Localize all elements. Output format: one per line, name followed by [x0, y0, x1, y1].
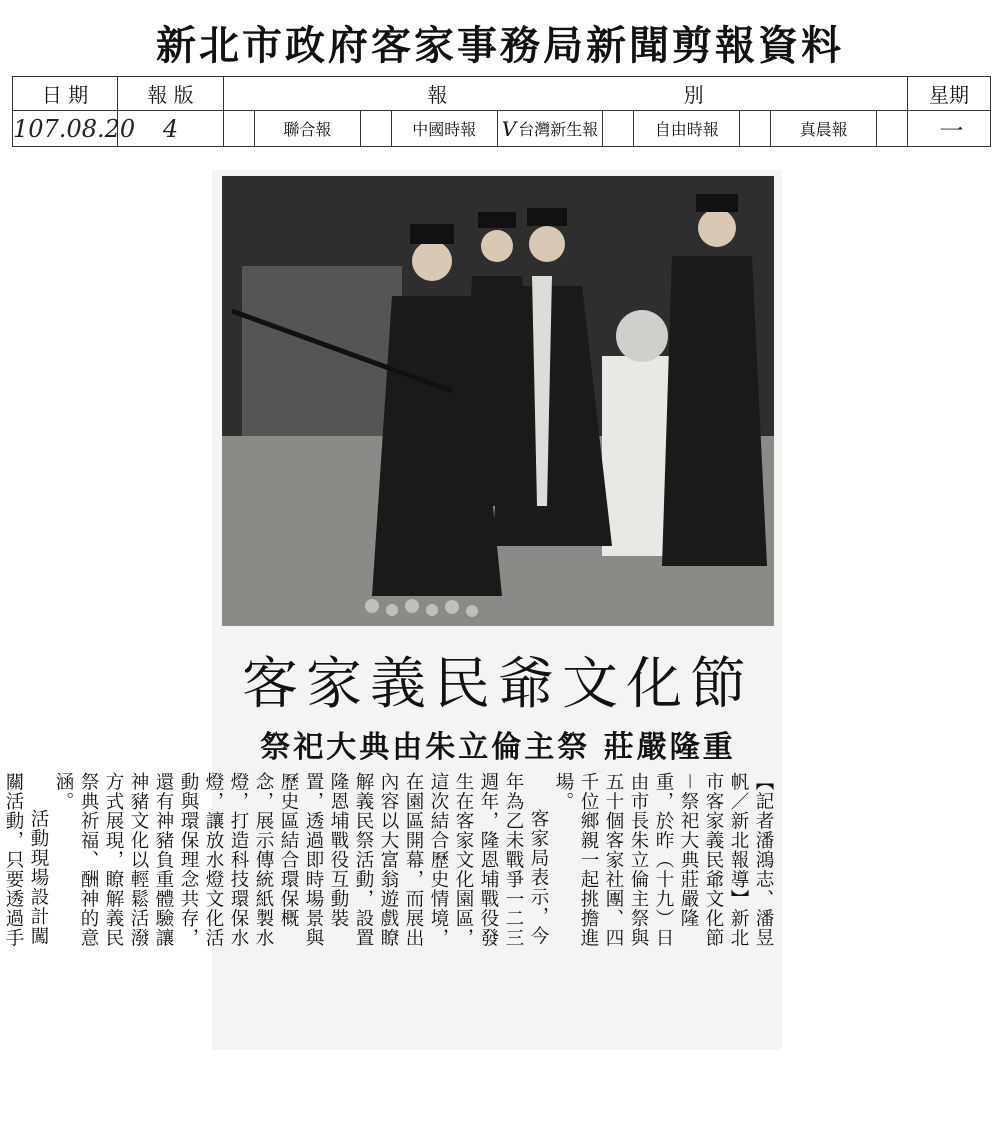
paper-zhenchen: 真晨報 [771, 111, 877, 146]
weekday-label: 星期 [908, 77, 991, 111]
paper-xinsheng [498, 111, 604, 146]
paper-ltn: 自由時報 [634, 111, 740, 146]
article-body [3, 772, 776, 962]
article-headline: 客家義民爺文化節 [242, 652, 754, 717]
paper-spacer [224, 111, 255, 146]
paper-spacer [361, 111, 392, 146]
paper-lianhe: 聯合報 [255, 111, 361, 146]
paper-xinsheng-label: 台灣新生報 [518, 120, 599, 139]
paper-list [224, 111, 908, 147]
weekday-value: 一 [908, 111, 991, 147]
paper-type-label [224, 77, 908, 111]
paper-spacer [877, 111, 907, 146]
paper-spacer [603, 111, 634, 146]
article-paragraph: 活動現場設計闖關活動，只要透過手 [3, 772, 49, 948]
ceremony-photo-illustration [222, 176, 774, 626]
paper-type-label-2: 別 [683, 83, 704, 107]
paper-spacer [740, 111, 771, 146]
edition-label: 報 版 [118, 77, 224, 111]
check-mark: V [501, 116, 517, 141]
date-value: 107.08.20 [13, 111, 118, 147]
ceremony-photo [222, 176, 774, 626]
paper-type-label-1: 報 [427, 83, 448, 107]
page-title: 新北市政府客家事務局新聞剪報資料 [156, 22, 844, 69]
article-paragraph: 【記者潘鴻志、潘昱帆／新北報導】新北市客家義民爺文化節－祭祀大典莊嚴隆重，於昨（十九）日由市長朱立倫主祭與五十個客家社團、四千位鄉親一起挑擔進場。 [553, 772, 774, 948]
article-paragraph: 客家局表示，今年為乙未戰爭一二三週年，隆恩埔戰役發生在客家文化園區，這次結合歷史情境，在園區開幕，而展出內容以大富翁遊戲瞭解義民祭活動，設置隆恩埔戰役互動裝置，透過即時場景與歷史區結合環保概念，展示傳統紙製水燈，打造科技環保水燈，讓放水燈文化活動與環保理念共存，還有神豬負重體驗讓神豬文化以輕鬆活潑方式展現，瞭解義民祭典祈福、酬神的意涵。 [53, 772, 549, 948]
clipping-meta-table [12, 76, 991, 147]
paper-chinatimes: 中國時報 [392, 111, 498, 146]
edition-value: 4 [118, 111, 224, 147]
date-label: 日 期 [13, 77, 118, 111]
article-subhead: 祭祀大典由朱立倫主祭 莊嚴隆重 [260, 730, 736, 765]
